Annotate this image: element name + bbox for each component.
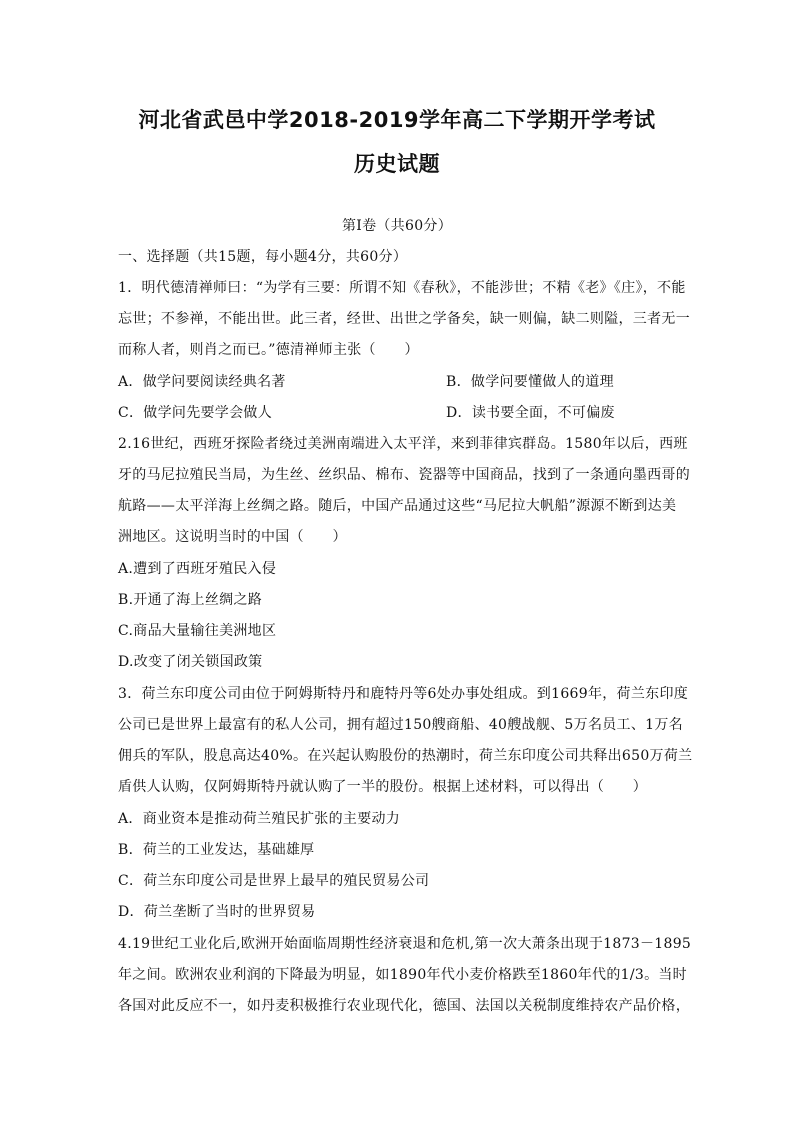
q3-option-c: C．荷兰东印度公司是世界上最早的殖民贸易公司 bbox=[118, 873, 430, 889]
q4-line: 4.19世纪工业化后,欧洲开始面临周期性经济衰退和危机,第一次大萧条出现于1873－1895 bbox=[118, 936, 692, 952]
q1-line: 忘世；不参禅，不能出世。此三者，经世、出世之学备矣，缺一则偏，缺二则隘，三者无一 bbox=[118, 311, 690, 327]
q4-line: 年之间。欧洲农业利润的下降最为明显，如1890年代小麦价格跌至1860年代的1/3。当时 bbox=[118, 967, 687, 983]
q3-option-a: A．商业资本是推动荷兰殖民扩张的主要动力 bbox=[118, 811, 401, 827]
q3-line: 3．荷兰东印度公司由位于阿姆斯特丹和鹿特丹等6处办事处组成。到1669年，荷兰东印度 bbox=[118, 686, 689, 702]
exam-subtitle: 历史试题 bbox=[354, 152, 440, 176]
q2-line: 牙的马尼拉殖民当局，为生丝、丝织品、棉布、瓷器等中国商品，找到了一条通向墨西哥的 bbox=[118, 467, 690, 483]
q1-option-b: B．做学问要懂做人的道理 bbox=[446, 374, 614, 390]
q1-line: 1．明代德清禅师曰：“为学有三要：所谓不知《春秋》，不能涉世；不精《老》《庄》，不能 bbox=[118, 280, 686, 296]
q2-option-c: C.商品大量输往美洲地区 bbox=[118, 623, 277, 639]
q2-line: 洲地区。这说明当时的中国（ ） bbox=[118, 529, 347, 545]
q2-line: 航路——太平洋海上丝绸之路。随后，中国产品通过这些“马尼拉大帆船”源源不断到达美 bbox=[118, 498, 677, 514]
q2-option-b: B.开通了海上丝绸之路 bbox=[118, 592, 263, 608]
q4-line: 各国对此反应不一，如丹麦积极推行农业现代化，德国、法国以关税制度维持农产品价格， bbox=[118, 998, 690, 1014]
q3-option-d: D．荷兰垄断了当时的世界贸易 bbox=[118, 904, 316, 920]
q3-line: 盾供人认购，仅阿姆斯特丹就认购了一半的股份。根据上述材料，可以得出（ ） bbox=[118, 779, 648, 795]
q1-option-a: A．做学问要阅读经典名著 bbox=[118, 374, 286, 390]
q1-option-c: C．做学问先要学会做人 bbox=[118, 405, 273, 421]
q3-option-b: B．荷兰的工业发达，基础雄厚 bbox=[118, 842, 315, 858]
part-heading: 一、选择题（共15题，每小题4分，共60分） bbox=[118, 249, 408, 265]
q1-option-d: D．读书要全面，不可偏废 bbox=[446, 405, 615, 421]
q2-option-a: A.遭到了西班牙殖民入侵 bbox=[118, 561, 277, 577]
q2-option-d: D.改变了闭关锁国政策 bbox=[118, 654, 263, 670]
q2-line: 2.16世纪，西班牙探险者绕过美洲南端进入太平洋，来到菲律宾群岛。1580年以后，西班 bbox=[118, 436, 688, 452]
volume-heading: 第Ⅰ卷（共60分） bbox=[341, 218, 453, 234]
exam-title: 河北省武邑中学2018-2019学年高二下学期开学考试 bbox=[138, 108, 656, 132]
q3-line: 佣兵的军队，股息高达40%。在兴起认购股份的热潮时，荷兰东印度公司共释出650万荷兰 bbox=[118, 748, 693, 764]
q1-line: 而称人者，则肖之而已。”德清禅师主张（ ） bbox=[118, 342, 419, 358]
q3-line: 公司已是世界上最富有的私人公司，拥有超过150艘商船、40艘战舰、5万名员工、1万名 bbox=[118, 717, 683, 733]
